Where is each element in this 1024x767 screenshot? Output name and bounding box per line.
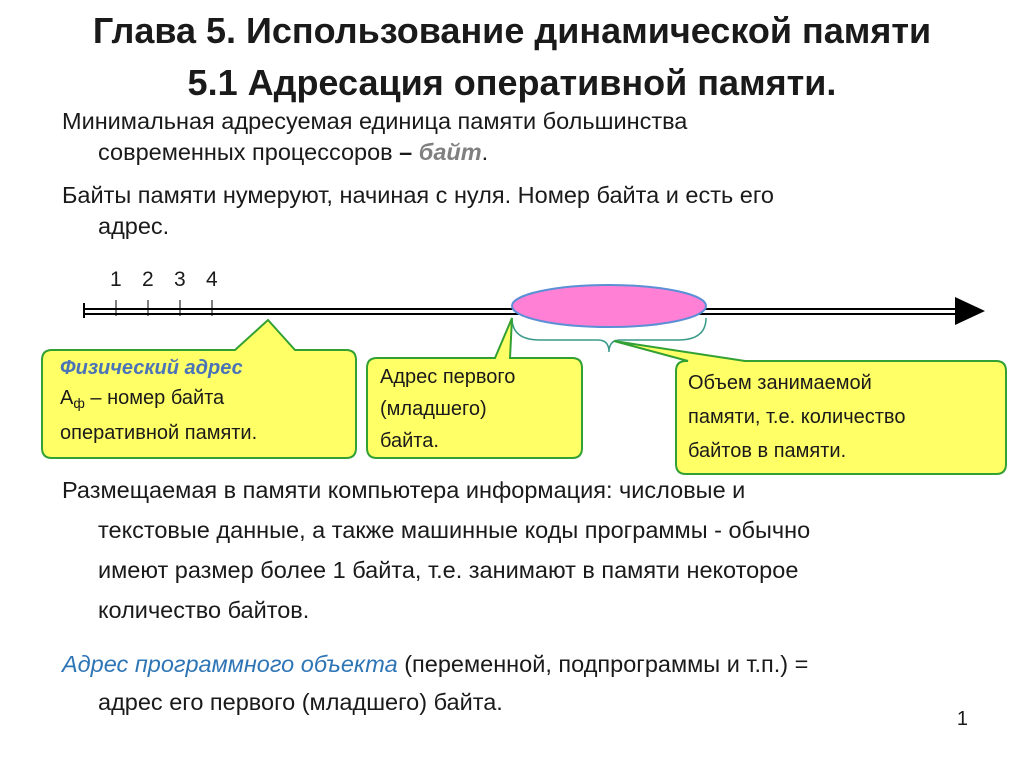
callout-physical-text <box>60 353 257 448</box>
page-number: 1 <box>956 708 968 730</box>
paragraph-line: имеют размер более 1 байта, т.е. занимают в памяти некоторое <box>98 557 799 583</box>
byte-index-label: 4 <box>206 268 218 291</box>
paragraph-object-address <box>62 645 808 721</box>
paragraph-line: Байты памяти нумеруют, начиная с нуля. Номер байта и есть его <box>62 182 774 208</box>
paragraph-line: адрес его первого (младшего) байта. <box>98 689 503 715</box>
callout-line: Адрес первого <box>380 366 516 388</box>
dash: – <box>392 139 419 165</box>
slide-title-chapter: Глава 5. Использование динамической памяти <box>92 10 932 51</box>
paragraph-line <box>62 651 808 677</box>
byte-index-label: 2 <box>142 268 154 291</box>
callout-volume-text <box>688 366 905 468</box>
paragraph-placement <box>62 470 810 630</box>
byte-index-label: 3 <box>174 268 186 291</box>
callout-first-byte-text <box>380 361 515 457</box>
text: . <box>481 139 489 165</box>
memory-object-ellipse <box>512 285 706 327</box>
text: – номер байта <box>84 387 225 409</box>
callout-line: байта. <box>380 430 439 452</box>
paragraph-line: текстовые данные, а также машинные коды программы - обычно <box>98 517 811 543</box>
paragraph-line: Размещаемая в памяти компьютера информация: числовые и <box>62 477 746 503</box>
paragraph-line: адрес. <box>98 213 170 239</box>
subscript: ф <box>73 395 85 411</box>
slide-title-section: 5.1 Адресация оперативной памяти. <box>187 62 837 103</box>
callout-heading: Физический адрес <box>60 357 243 379</box>
paragraph-line: количество байтов. <box>98 597 310 623</box>
text: А <box>60 387 74 409</box>
text: современных процессоров <box>98 139 393 165</box>
byte-index-label: 1 <box>110 268 122 291</box>
text: (переменной, подпрограммы и т.п.) = <box>397 651 809 677</box>
callout-line: Объем занимаемой <box>688 372 872 394</box>
keyword-object-address: Адрес программного объекта <box>62 651 398 677</box>
callout-line <box>60 383 257 418</box>
paragraph-line: Минимальная адресуемая единица памяти большинства <box>62 108 688 134</box>
axis-arrow-head <box>955 297 985 325</box>
callout-line: байтов в памяти. <box>688 440 847 462</box>
keyword-byte: байт <box>418 139 482 165</box>
callout-line: (младшего) <box>380 398 487 420</box>
callout-line: оперативной памяти. <box>60 422 258 444</box>
callout-line: памяти, т.е. количество <box>688 406 906 428</box>
